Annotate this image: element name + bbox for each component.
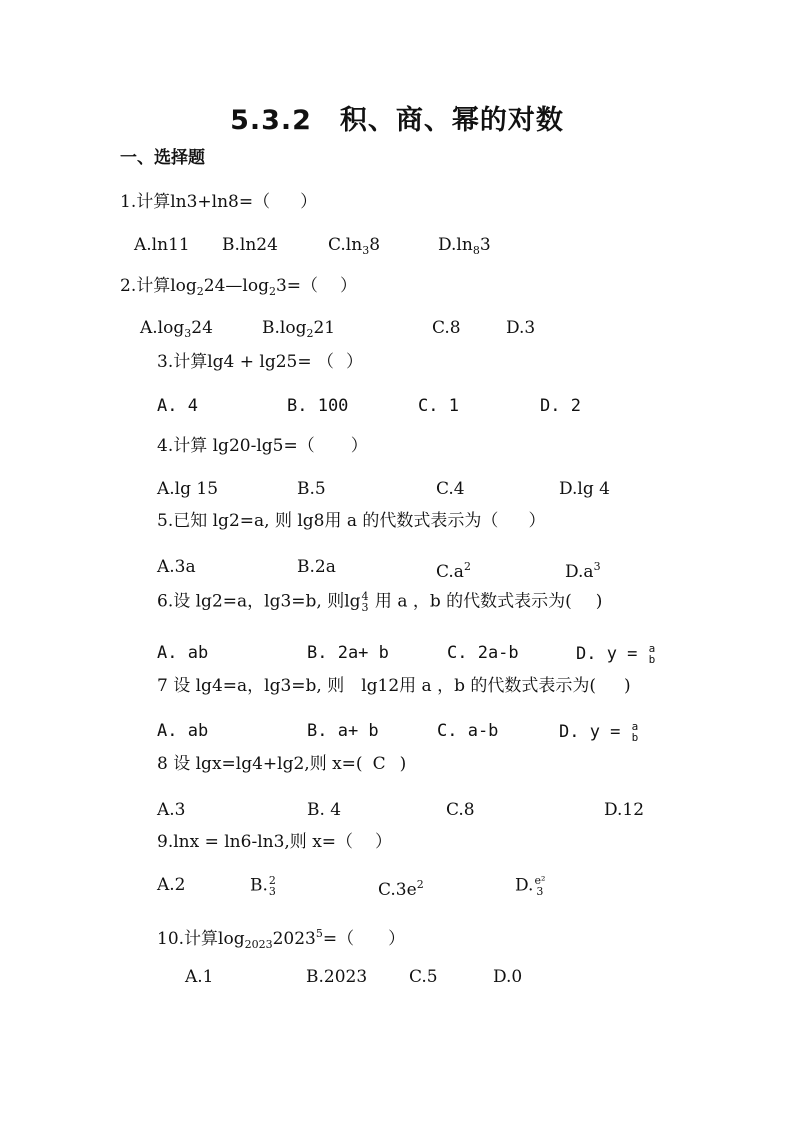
question-6-option-a: A. ab: [157, 643, 209, 663]
question-3-option-c: C. 1: [418, 396, 459, 416]
question-9-option-a: A.2: [157, 875, 186, 895]
question-4-option-a: A.lg 15: [157, 479, 219, 499]
question-6-option-b: B. 2a+ b: [307, 643, 389, 663]
question-3-option-a: A. 4: [157, 396, 198, 416]
question-9-option-d: D. e² 3: [515, 874, 546, 898]
fraction-2-over-3: 2 3: [268, 874, 276, 898]
fraction-4-over-3: 4 3: [361, 590, 369, 614]
page-title: 5.3.2 积、商、幂的对数: [230, 105, 564, 136]
question-2-option-a: $A.\log_324$: [140, 318, 213, 340]
question-5-option-a: A.3a: [157, 557, 196, 577]
section-heading: 一、选择题: [120, 148, 205, 168]
question-7-option-a: A. ab: [157, 721, 209, 741]
question-2-option-c: C.8: [432, 318, 461, 338]
question-8-option-c: C.8: [446, 800, 475, 820]
question-7-stem: 7 设 lg4=a，lg3=b, 则 lg12用 a ，b 的代数式表示为( ): [157, 676, 631, 696]
question-6-stem: 6.设 lg2=a，lg3=b, 则lg 4 3 用 a ，b 的代数式表示为( ): [157, 590, 603, 614]
fraction-a-over-b: a b: [631, 720, 639, 744]
question-3-stem: 3.计算lg4 + lg25= （ ）: [157, 352, 364, 372]
question-8-option-b: B. 4: [307, 800, 342, 820]
question-8-option-d: D.12: [604, 800, 645, 820]
question-5-option-b: B.2a: [297, 557, 336, 577]
fraction-a-over-b: a b: [648, 642, 656, 666]
question-5-option-d: $D.a^3$: [565, 560, 601, 582]
question-10-option-a: A.1: [185, 967, 214, 987]
question-7-option-d: D. y = a b: [559, 720, 639, 744]
question-4-stem: 4.计算 lg20-lg5=（ ）: [157, 436, 368, 456]
question-8-stem: 8 设 lgx=lg4+lg2,则 x=( C ): [157, 754, 407, 774]
question-10-option-c: C.5: [409, 967, 438, 987]
question-10-option-d: D.0: [493, 967, 523, 987]
question-10-option-b: B.2023: [306, 967, 368, 987]
question-7-option-c: C. a-b: [437, 721, 499, 741]
question-6-option-c: C. 2a-b: [447, 643, 519, 663]
question-1-option-a: A.ln11: [134, 235, 190, 255]
question-5-option-c: $C.a^2$: [436, 560, 471, 582]
question-8-answer: C: [372, 754, 386, 774]
question-9-option-b: B. 2 3: [250, 874, 276, 898]
question-10-stem: 10.计算$\log_{2023}2023^5=$（ ）: [157, 927, 406, 951]
question-4-option-c: C.4: [436, 479, 465, 499]
question-2-option-b: $B.\log_221$: [262, 318, 336, 340]
question-9-option-c: $C.3e^2$: [378, 878, 424, 900]
question-4-option-b: B.5: [297, 479, 326, 499]
question-1-option-d: $D.\ln_83$: [438, 235, 491, 257]
question-4-option-d: D.lg 4: [559, 479, 610, 499]
question-9-stem: 9.lnx = ln6-ln3,则 x=（ ）: [157, 832, 393, 852]
question-1-stem: 1.计算ln3+ln8=（ ）: [120, 192, 318, 212]
question-8-option-a: A.3: [157, 800, 186, 820]
question-2-stem: 2.计算$\log_224—\log_23=$（ ）: [120, 276, 358, 298]
question-1-option-c: $C.\ln_38$: [328, 235, 381, 257]
question-3-option-b: B. 100: [287, 396, 349, 416]
question-7-option-b: B. a+ b: [307, 721, 379, 741]
question-2-option-d: D.3: [506, 318, 536, 338]
fraction-e2-over-3: e² 3: [534, 874, 546, 898]
question-5-stem: 5.已知 lg2=a, 则 lg8用 a 的代数式表示为（ ）: [157, 511, 546, 531]
question-1-option-b: B.ln24: [222, 235, 278, 255]
question-6-option-d: D. y = a b: [576, 642, 656, 666]
question-3-option-d: D. 2: [540, 396, 581, 416]
